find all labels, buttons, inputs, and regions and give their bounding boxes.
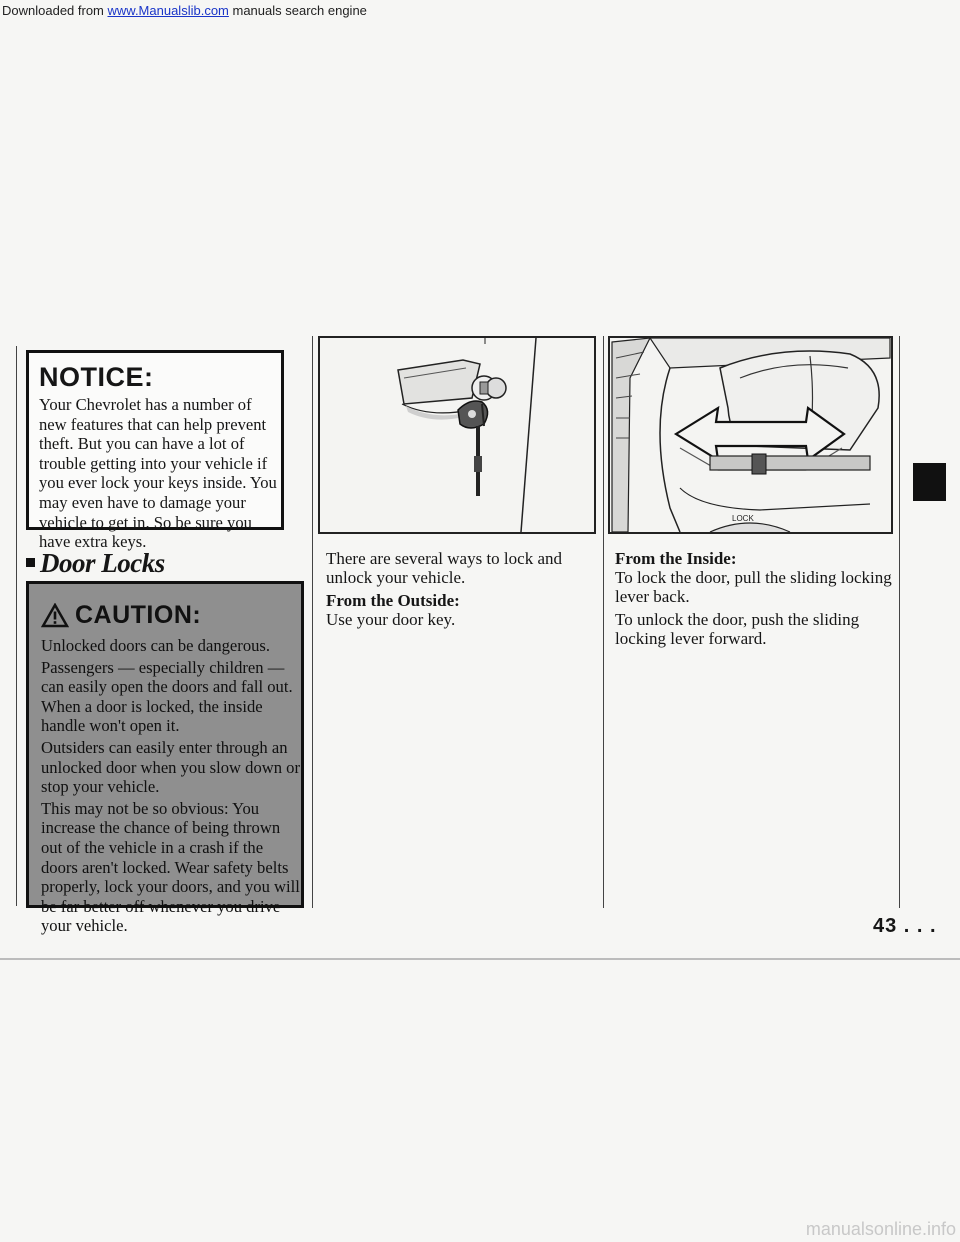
outside-heading: From the Outside: [326, 591, 460, 610]
notice-title: NOTICE: [39, 362, 154, 392]
caution-paragraph: This may not be so obvious: You increase the chance of being thrown out of the vehicle in a crash if the doors aren't locked. Wear safety belts properly, lock your doors, and you will be far better off whenever you drive your vehicle. [41, 798, 300, 936]
outside-text: Use your door key. [326, 610, 456, 629]
page-bottom-rule [0, 958, 960, 960]
column-3-text [615, 549, 900, 652]
section-tab-marker [913, 463, 946, 501]
inside-lock-text: To lock the door, pull the sliding locking lever back. [615, 568, 892, 606]
door-key-illustration [318, 336, 596, 534]
inside-heading: From the Inside: [615, 549, 737, 568]
sliding-lock-lever-icon [610, 338, 891, 532]
notice-box [26, 350, 284, 552]
caution-paragraph: Unlocked doors can be dangerous. [41, 636, 271, 655]
intro-text: There are several ways to lock and unlock your vehicle. [326, 549, 562, 587]
column-rule-mid-2 [603, 336, 604, 908]
inside-unlock-text: To unlock the door, push the sliding locking lever forward. [615, 610, 860, 648]
banner-suffix: manuals search engine [228, 3, 367, 18]
column-2-text [326, 549, 596, 633]
warning-triangle-icon [41, 603, 69, 628]
column-rule-left [16, 346, 17, 906]
notice-body: Your Chevrolet has a number of new features that can help prevent theft. But you can have a lot of trouble getting into your vehicle if you ever lock your keys inside. You may even have to damage your vehicle to get in. So be sure you have extra keys. [39, 395, 277, 552]
caution-paragraph: Passengers — especially children — can easily open the doors and fall out. When a door is locked, the inside handle won't open it. [41, 657, 293, 736]
banner-prefix: Downloaded from [2, 3, 108, 18]
column-rule-mid-1 [312, 336, 313, 908]
footer-watermark: manualsonline.info [805, 1219, 956, 1239]
inside-lock-lever-illustration [608, 336, 893, 534]
caution-paragraph: Outsiders can easily enter through an unlocked door when you slow down or stop your vehicle. [41, 737, 301, 797]
caution-box [26, 581, 304, 936]
page-number: 43 . . . [873, 915, 937, 937]
caution-header [41, 596, 301, 634]
section-heading [26, 548, 165, 579]
section-bullet-icon [26, 558, 35, 567]
door-key-lock-icon [320, 338, 594, 532]
download-banner [0, 0, 960, 22]
caution-title: CAUTION: [75, 600, 202, 629]
lock-label: LOCK [732, 514, 754, 523]
section-title: Door Locks [40, 548, 165, 578]
manualslib-link[interactable]: www.Manualslib.com [107, 3, 229, 18]
